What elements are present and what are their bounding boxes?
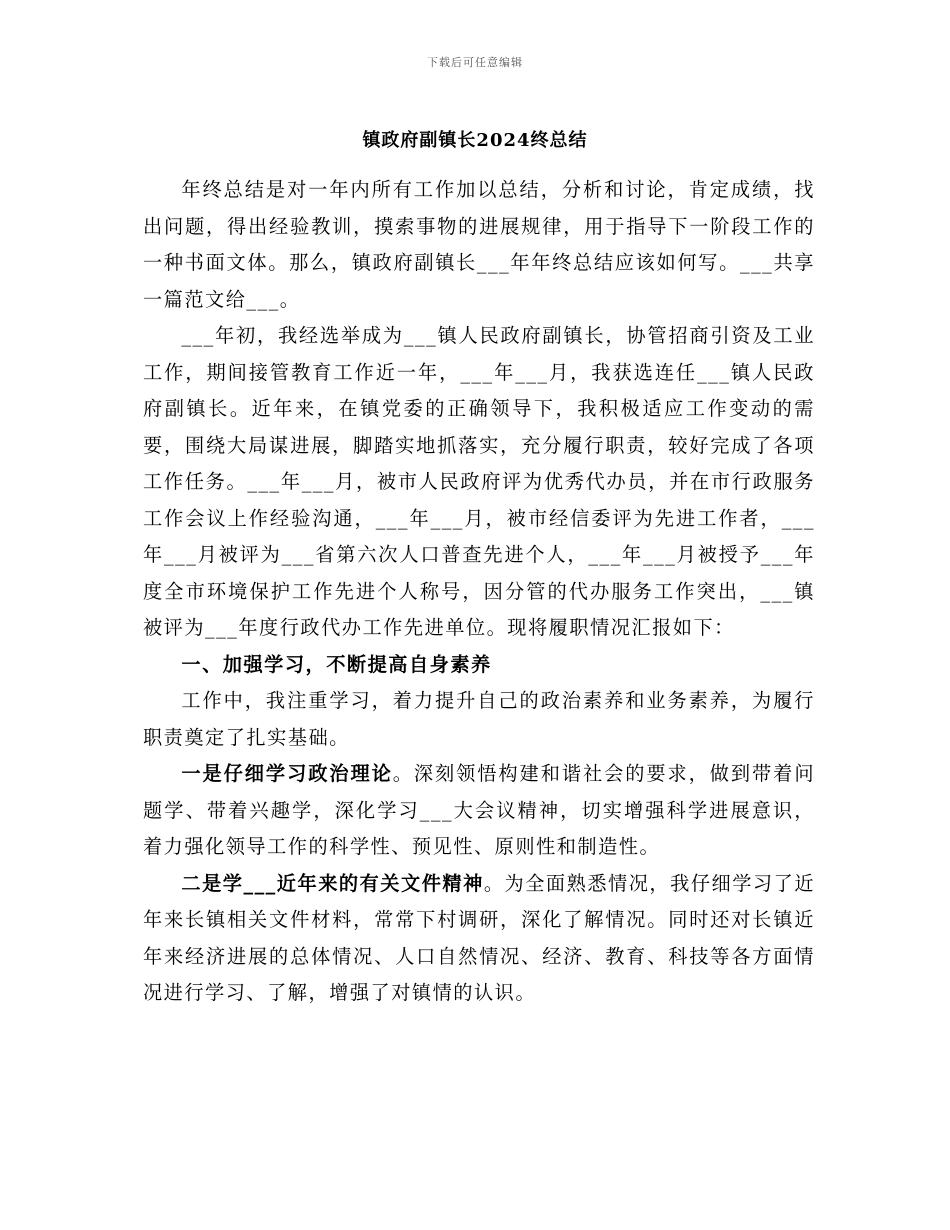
paragraph-lead: 一是仔细学习政治理论 bbox=[181, 762, 393, 785]
paragraph-study-theory bbox=[143, 756, 815, 866]
document-body bbox=[143, 172, 815, 1012]
paragraph-background: ___年初，我经选举成为___镇人民政府副镇长，协管招商引资及工业工作，期间接管教育工作近一年，___年___月，我获选连任___镇人民政府副镇长。近年来，在镇党委的正确领导下，我积极适应工作变动的需要，围绕大局谋进展，脚踏实地抓落实，充分履行职责，较好完成了各项工作任务。___年___月，被市人民政府评为优秀代办员，并在市行政服务工作会议上作经验沟通，___年___月，被市经信委评为先进工作者，___年___月被评为___省第六次人口普查先进个人，___年___月被授予___年度全市环境保护工作先进个人称号，因分管的代办服务工作突出，___镇被评为___年度行政代办工作先进单位。现将履职情况汇报如下： bbox=[143, 324, 815, 639]
document-title: 镇政府副镇长2024终总结 bbox=[362, 130, 588, 151]
paragraph-study-intro: 工作中，我注重学习，着力提升自己的政治素养和业务素养，为履行职责奠定了扎实基础。 bbox=[143, 689, 815, 749]
paragraph-text: 。深刻领悟构建和谐社会的要求，做到带着问题学、带着兴趣学，深化学习___大会议精神，切实增强科学进展意识，着力强化领导工作的科学性、预见性、原则性和制造性。 bbox=[143, 762, 816, 858]
header-note: 下载后可任意编辑 bbox=[427, 56, 523, 69]
paragraph-study-documents bbox=[143, 866, 815, 1012]
section-heading-1: 一、加强学习，不断提高自身素养 bbox=[181, 652, 492, 676]
paragraph-text: 。为全面熟悉情况，我仔细学习了近年来长镇相关文件材料，常常下村调研，深化了解情况。同时还对长镇近年来经济进展的总体情况、人口自然情况、经济、教育、科技等各方面情况进行学习、了解，增强了对镇情的认识。 bbox=[143, 871, 816, 1004]
paragraph-lead: 二是学___近年来的有关文件精神 bbox=[181, 871, 484, 895]
paragraph-intro: 年终总结是对一年内所有工作加以总结，分析和讨论，肯定成绩，找出问题，得出经验教训，摸索事物的进展规律，用于指导下一阶段工作的一种书面文体。那么，镇政府副镇长___年年终总结应该如何写。___共享一篇范文给___。 bbox=[143, 178, 815, 311]
